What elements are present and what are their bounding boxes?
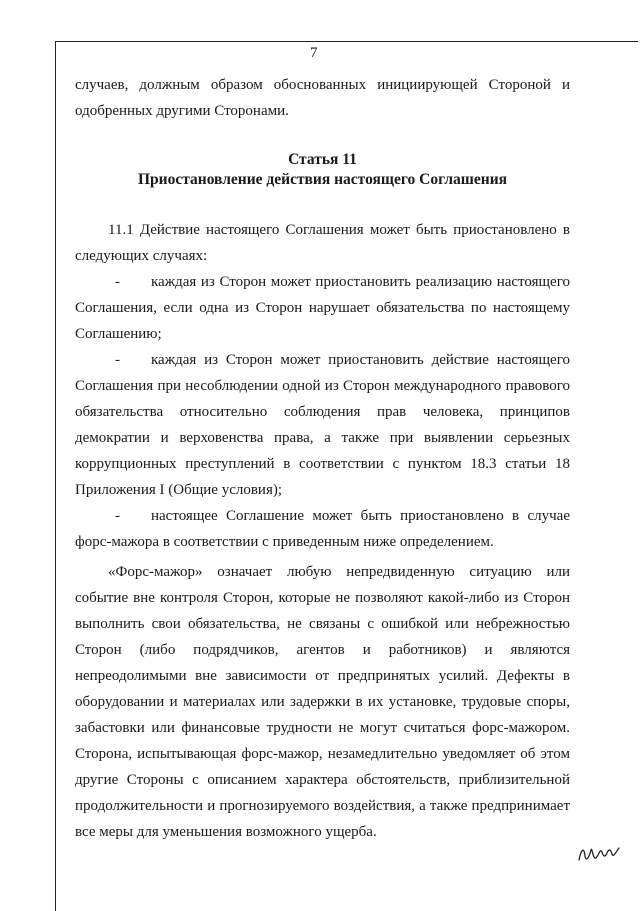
spacer — [75, 190, 570, 217]
bullet-text: каждая из Сторон может приостановить действие настоящего Соглашения при несоблюдении одной из Сторон международного правового обязательства относительно соблюдения прав человека, принципов демократии и верховенства права, а также при выявлении серьезных коррупционных преступлений в соответствии с пунктом 18.3 статьи 18 Приложения I (Общие условия); — [75, 352, 570, 498]
document-body — [75, 72, 570, 845]
continuation-paragraph: случаев, должным образом обоснованных инициирующей Стороной и одобренных другими Сторонами. — [75, 77, 570, 119]
clause-11-1: 11.1 Действие настоящего Соглашения может быть приостановлено в следующих случаях: — [75, 222, 570, 264]
bullet-text: настоящее Соглашение может быть приостановлено в случае форс-мажора в соответствии с приведенным ниже определением. — [75, 508, 570, 550]
bullet-item — [75, 503, 570, 555]
bullet-item — [75, 347, 570, 503]
bullet-dash: - — [115, 274, 120, 290]
page-border-left — [55, 41, 56, 911]
bullet-text: каждая из Сторон может приостановить реализацию настоящего Соглашения, если одна из Сторон нарушает обязательства по настоящему Соглашению; — [75, 274, 570, 342]
bullet-dash: - — [115, 352, 120, 368]
page-border-top — [55, 41, 638, 42]
bullet-item — [75, 269, 570, 347]
spacer — [75, 124, 570, 150]
page-number: 7 — [310, 45, 318, 61]
force-majeure-paragraph: «Форс-мажор» означает любую непредвиденную ситуацию или событие вне контроля Сторон, которые не позволяют какой-либо из Сторон выполнить свои обязательства, не связаны с ошибкой или небрежностью Сторон (либо подрядчиков, агентов и работников) и являются непреодолимыми вне зависимости от предпринятых усилий. Дефекты в оборудовании и материалах или задержки в их установке, трудовые споры, забастовки или финансовые трудности не могут считаться форс-мажором. Сторона, испытывающая форс-мажор, незамедлительно уведомляет об этом другие Стороны с описанием характера обстоятельств, приблизительной продолжительности и прогнозируемого воздействия, а также предпринимает все меры для уменьшения возможного ущерба. — [75, 564, 570, 840]
article-number: Статья 11 — [288, 151, 357, 168]
bullet-dash: - — [115, 508, 120, 524]
signature-initials — [575, 838, 625, 866]
article-title: Приостановление действия настоящего Соглашения — [137, 171, 508, 188]
